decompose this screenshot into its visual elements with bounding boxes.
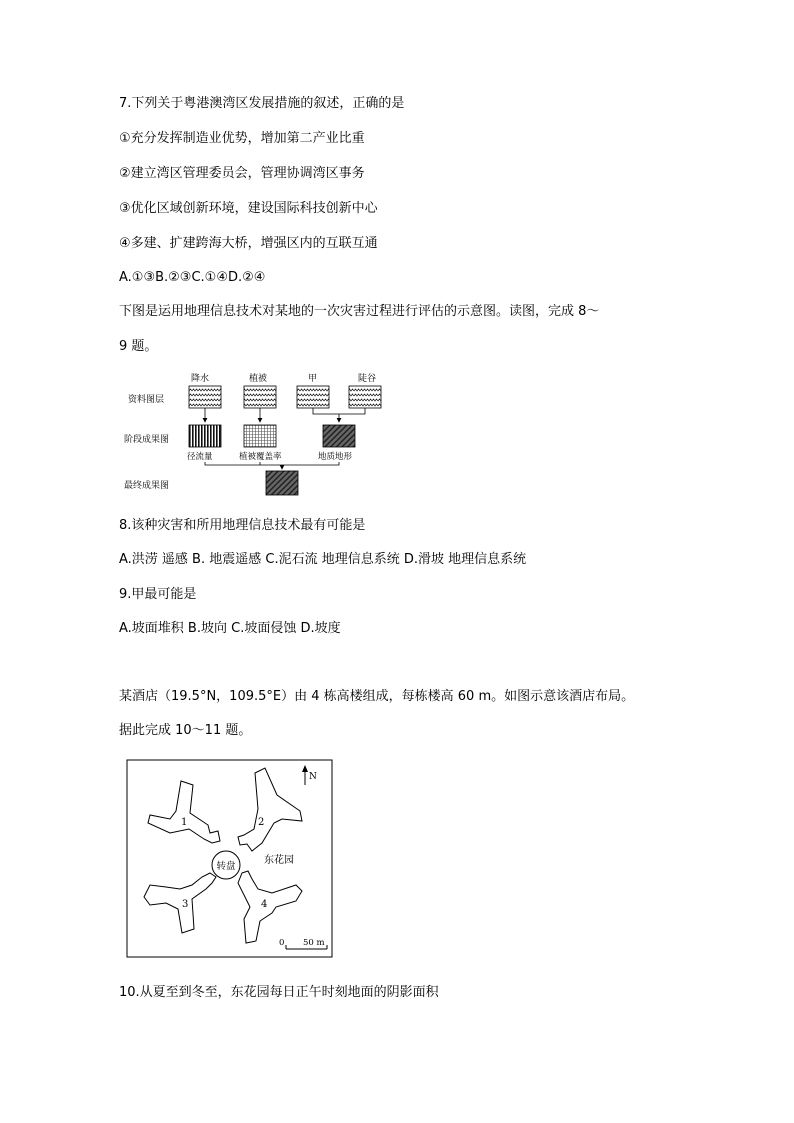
- q7-stem: 7.下列关于粤港澳湾区发展措施的叙述，正确的是: [119, 96, 405, 111]
- row-label-stage-results: 阶段成果图: [124, 435, 170, 445]
- gis-flow-diagram: [120, 368, 400, 500]
- east-garden-label: 东花园: [264, 855, 294, 866]
- final-result-box: [266, 471, 298, 495]
- building-2-label: 2: [258, 817, 265, 828]
- building-3-label: 3: [182, 899, 189, 910]
- layer-box-vegetation: [244, 386, 276, 408]
- intro-8-9-line1: 下图是运用地理信息技术对某地的一次灾害过程进行评估的示意图。读图，完成 8～: [119, 304, 600, 319]
- stage-label-geology: 地质地形: [318, 452, 353, 462]
- layer-box-precip: [189, 386, 221, 408]
- q10-stem: 10.从夏至到冬至，东花园每日正午时刻地面的阴影面积: [119, 985, 439, 1000]
- intro-8-9-line2: 9 题。: [119, 339, 158, 354]
- q7-statement-3: ③优化区域创新环境，建设国际科技创新中心: [119, 201, 378, 216]
- layer-label-precip: 降水: [191, 374, 210, 384]
- north-label: N: [309, 772, 317, 782]
- building-4-label: 4: [261, 899, 268, 910]
- q8-stem: 8.该种灾害和所用地理信息技术最有可能是: [119, 518, 366, 533]
- layer-label-vegetation: 植被: [249, 374, 268, 384]
- building-1-label: 1: [181, 817, 188, 828]
- q7-statement-2: ②建立湾区管理委员会，管理协调湾区事务: [119, 166, 365, 181]
- q7-choices: A.①③B.②③C.①④D.②④: [119, 270, 266, 285]
- stage-box-geology: [323, 425, 355, 447]
- scale-zero-label: 0: [279, 938, 285, 948]
- scale-length-label: 50 m: [303, 938, 325, 948]
- roundabout-label: 转盘: [216, 861, 236, 872]
- layer-label-steep-valley: 陡谷: [358, 374, 377, 384]
- q7-statement-4: ④多建、扩建跨海大桥，增强区内的互联互通: [119, 236, 378, 251]
- intro-10-11-line2: 据此完成 10～11 题。: [119, 723, 252, 738]
- hotel-layout-map: [126, 759, 334, 959]
- q9-stem: 9.甲最可能是: [119, 587, 197, 602]
- intro-10-11-line1: 某酒店（19.5°N，109.5°E）由 4 栋高楼组成，每栋楼高 60 m。如图示意该酒店布局。: [119, 689, 635, 704]
- layer-label-jia: 甲: [308, 374, 318, 384]
- row-label-final-results: 最终成果图: [124, 481, 170, 491]
- q9-choices: A.坡面堆积 B.坡向 C.坡面侵蚀 D.坡度: [119, 621, 341, 636]
- stage-box-veg-cover: [244, 425, 276, 447]
- q8-choices: A.洪涝 遥感 B. 地震遥感 C.泥石流 地理信息系统 D.滑坡 地理信息系统: [119, 552, 527, 567]
- row-label-data-layers: 资料图层: [128, 395, 165, 405]
- stage-label-veg-cover: 植被覆盖率: [239, 452, 282, 462]
- layer-box-steep-valley: [349, 386, 381, 408]
- layer-box-jia: [297, 386, 329, 408]
- stage-box-runoff: [189, 425, 221, 447]
- stage-label-runoff: 径流量: [187, 452, 213, 462]
- q7-statement-1: ①充分发挥制造业优势，增加第二产业比重: [119, 131, 365, 146]
